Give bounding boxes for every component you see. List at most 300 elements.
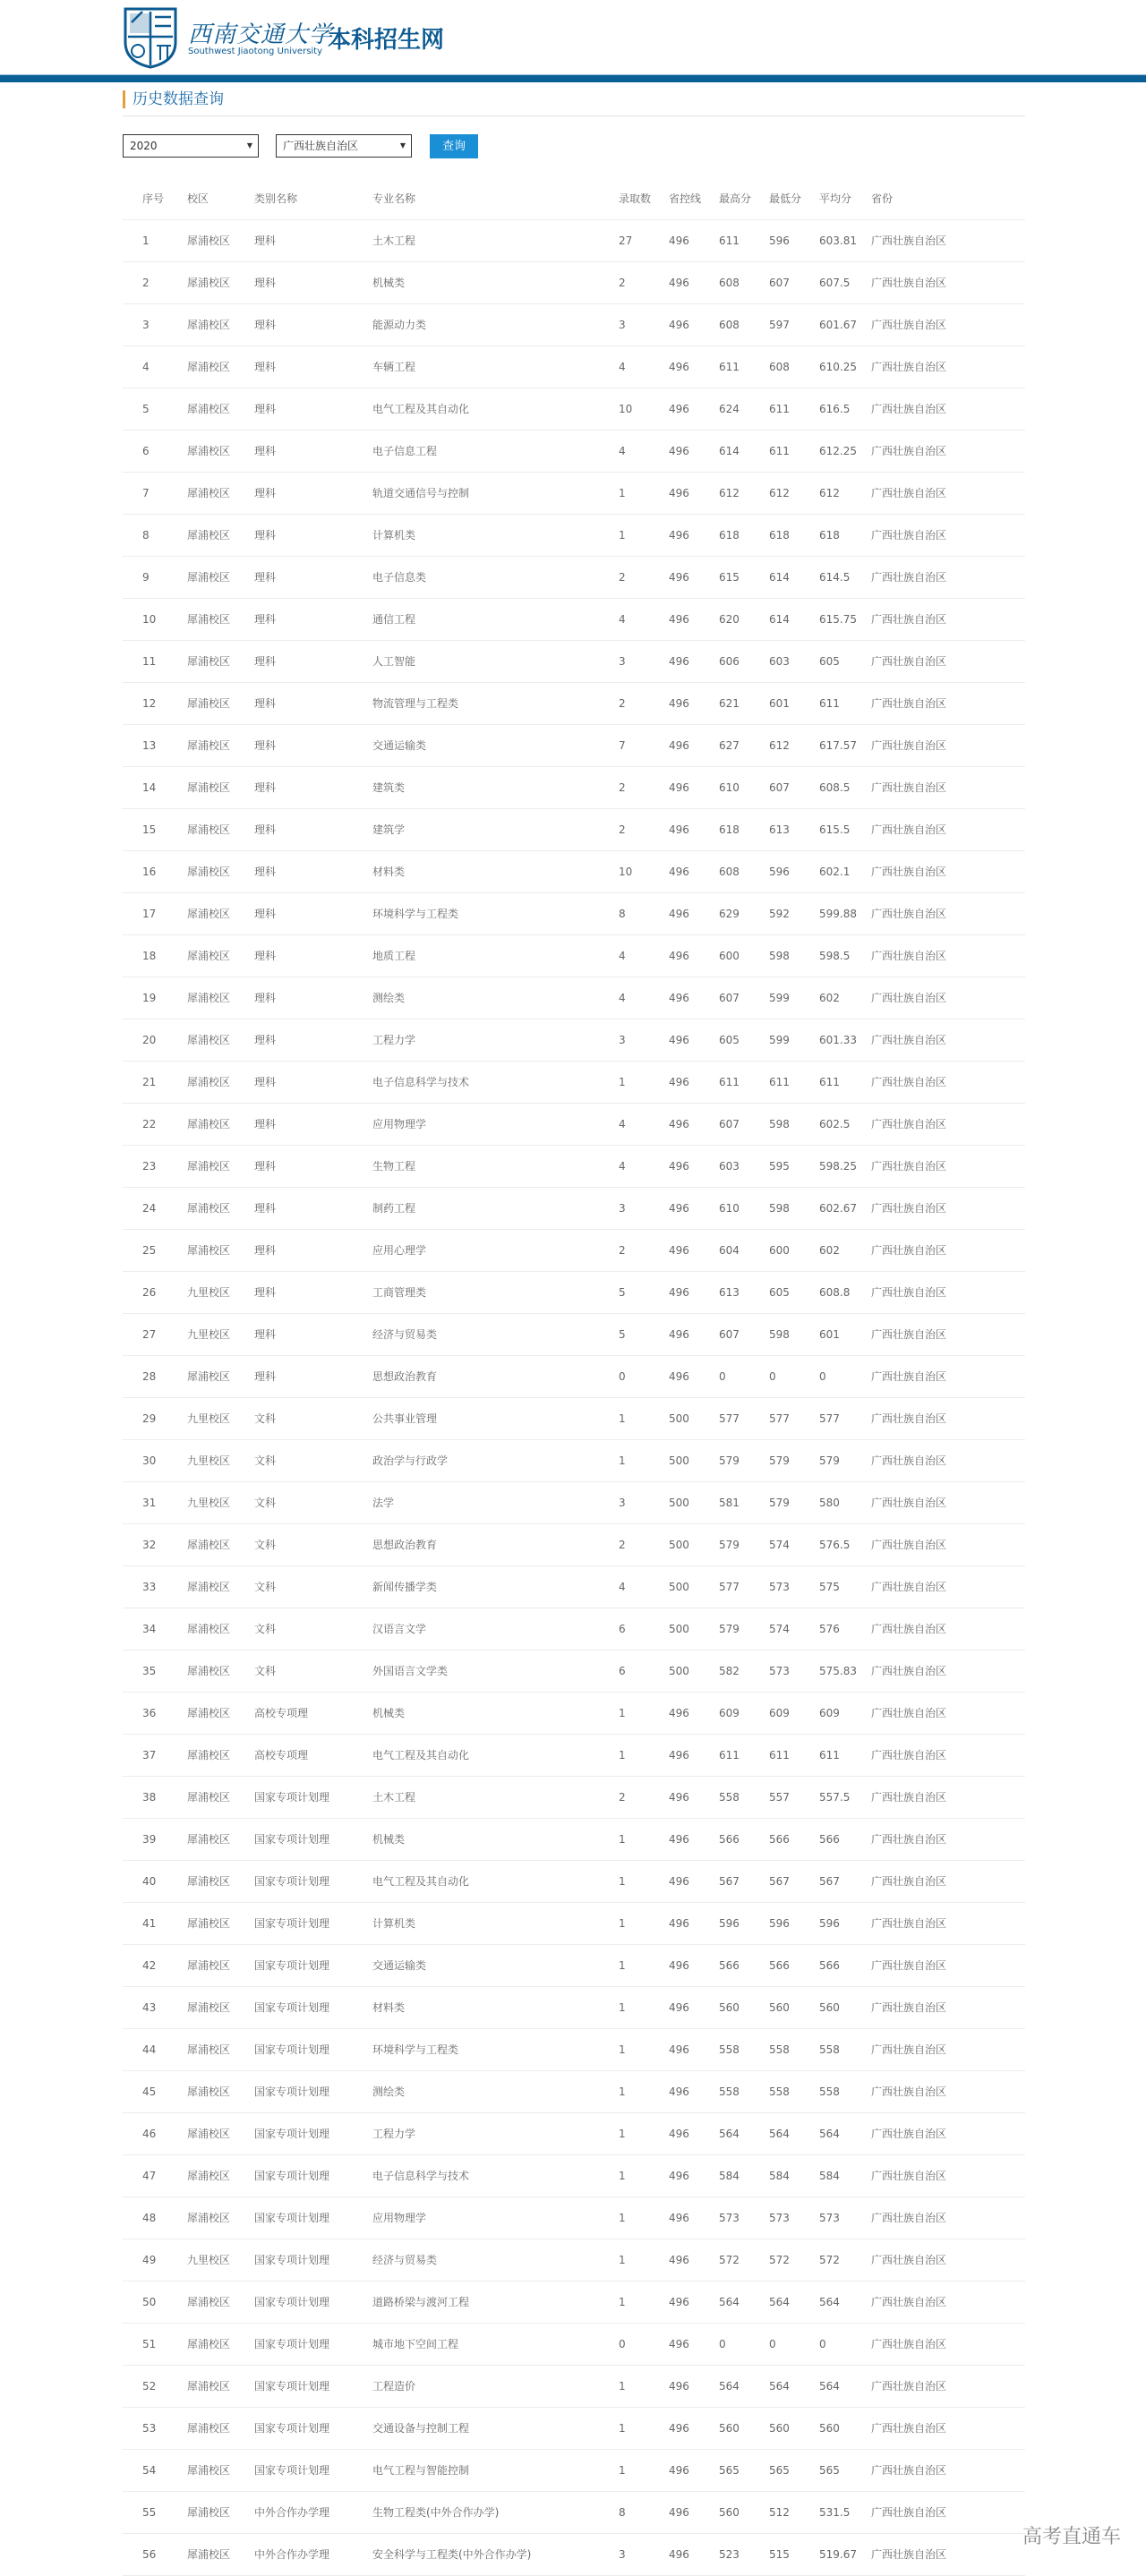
cell-campus: 九里校区 [187, 1412, 231, 1425]
cell-min-score: 564 [769, 2380, 790, 2393]
cell-major: 交通设备与控制工程 [372, 2422, 470, 2435]
cell-admitted: 1 [619, 2296, 626, 2308]
cell-index: 47 [142, 2170, 157, 2182]
cell-category: 理科 [254, 1286, 277, 1299]
cell-major: 公共事业管理 [372, 1412, 438, 1425]
cell-major: 机械类 [372, 1707, 406, 1719]
cell-campus: 九里校区 [187, 1328, 231, 1341]
cell-max-score: 567 [719, 1875, 740, 1888]
cell-control-line: 496 [669, 1833, 689, 1846]
cell-category: 理科 [254, 487, 277, 499]
cell-category: 理科 [254, 908, 277, 920]
cell-campus: 犀浦校区 [187, 1076, 231, 1088]
cell-category: 国家专项计划理 [254, 2464, 330, 2477]
cell-max-score: 611 [719, 1076, 740, 1088]
cell-min-score: 603 [769, 655, 790, 668]
cell-control-line: 496 [669, 319, 689, 331]
table-row [123, 1524, 1025, 1566]
column-header-index: 序号 [142, 192, 165, 205]
cell-max-score: 607 [719, 1328, 740, 1341]
cell-index: 18 [142, 950, 157, 962]
cell-major: 地质工程 [372, 950, 416, 962]
cell-max-score: 614 [719, 445, 740, 457]
cell-max-score: 582 [719, 1665, 740, 1677]
cell-campus: 犀浦校区 [187, 781, 231, 794]
university-logo-icon[interactable] [123, 6, 178, 69]
cell-campus: 犀浦校区 [187, 1665, 231, 1677]
table-row [123, 1146, 1025, 1188]
cell-max-score: 558 [719, 2043, 740, 2056]
cell-avg-score: 575 [819, 1581, 840, 1593]
cell-admitted: 2 [619, 277, 626, 289]
cell-category: 国家专项计划理 [254, 2212, 330, 2224]
cell-category: 理科 [254, 950, 277, 962]
cell-campus: 犀浦校区 [187, 2506, 231, 2519]
table-row [123, 220, 1025, 262]
cell-province: 广西壮族自治区 [871, 2212, 947, 2224]
cell-avg-score: 557.5 [819, 1791, 851, 1804]
cell-min-score: 0 [769, 2338, 776, 2350]
cell-index: 45 [142, 2086, 157, 2098]
table-row [123, 893, 1025, 935]
cell-max-score: 577 [719, 1412, 740, 1425]
cell-province: 广西壮族自治区 [871, 1749, 947, 1761]
cell-control-line: 496 [669, 781, 689, 794]
cell-max-score: 610 [719, 1202, 740, 1215]
cell-avg-score: 566 [819, 1833, 840, 1846]
cell-min-score: 579 [769, 1454, 790, 1467]
cell-major: 人工智能 [372, 655, 416, 668]
cell-max-score: 0 [719, 2338, 726, 2350]
cell-admitted: 3 [619, 2548, 626, 2561]
cell-campus: 犀浦校区 [187, 2170, 231, 2182]
cell-avg-score: 616.5 [819, 403, 851, 415]
cell-category: 国家专项计划理 [254, 2128, 330, 2140]
cell-admitted: 1 [619, 2170, 626, 2182]
cell-avg-score: 564 [819, 2296, 840, 2308]
cell-major: 工商管理类 [372, 1286, 427, 1299]
cell-major: 计算机类 [372, 1917, 416, 1930]
cell-avg-score: 576 [819, 1623, 840, 1635]
cell-min-score: 595 [769, 1160, 790, 1173]
cell-campus: 犀浦校区 [187, 1959, 231, 1972]
table-row [123, 1987, 1025, 2029]
cell-province: 广西壮族自治区 [871, 1286, 947, 1299]
cell-index: 24 [142, 1202, 157, 1215]
cell-avg-score: 575.83 [819, 1665, 857, 1677]
cell-control-line: 500 [669, 1497, 689, 1509]
cell-max-score: 558 [719, 1791, 740, 1804]
cell-province: 广西壮族自治区 [871, 2296, 947, 2308]
cell-province: 广西壮族自治区 [871, 1497, 947, 1509]
cell-avg-score: 577 [819, 1412, 840, 1425]
table-row [123, 1062, 1025, 1104]
cell-campus: 犀浦校区 [187, 908, 231, 920]
cell-avg-score: 602.5 [819, 1118, 851, 1130]
cell-min-score: 574 [769, 1539, 790, 1551]
cell-major: 车辆工程 [372, 361, 416, 373]
table-row [123, 2282, 1025, 2324]
cell-province: 广西壮族自治区 [871, 445, 947, 457]
cell-control-line: 496 [669, 2422, 689, 2435]
cell-max-score: 618 [719, 529, 740, 542]
cell-category: 中外合作办学理 [254, 2506, 330, 2519]
table-row [123, 1903, 1025, 1945]
cell-province: 广西壮族自治区 [871, 1875, 947, 1888]
cell-avg-score: 572 [819, 2254, 840, 2266]
cell-campus: 犀浦校区 [187, 866, 231, 878]
table-row [123, 1861, 1025, 1903]
table-row [123, 2534, 1025, 2576]
cell-control-line: 496 [669, 908, 689, 920]
cell-campus: 犀浦校区 [187, 361, 231, 373]
cell-province: 广西壮族自治区 [871, 1202, 947, 1215]
cell-index: 53 [142, 2422, 157, 2435]
query-button[interactable]: 查询 [430, 134, 478, 158]
cell-campus: 犀浦校区 [187, 739, 231, 752]
cell-index: 21 [142, 1076, 157, 1088]
cell-major: 能源动力类 [372, 319, 427, 331]
cell-index: 56 [142, 2548, 157, 2561]
cell-max-score: 564 [719, 2296, 740, 2308]
column-header-province: 省份 [871, 192, 894, 205]
university-name-cn: 西南交通大学 [188, 21, 334, 48]
cell-min-score: 573 [769, 1665, 790, 1677]
cell-category: 国家专项计划理 [254, 2254, 330, 2266]
cell-max-score: 613 [719, 1286, 740, 1299]
cell-province: 广西壮族自治区 [871, 1244, 947, 1257]
cell-max-score: 560 [719, 2001, 740, 2014]
cell-major: 经济与贸易类 [372, 1328, 438, 1341]
table-row [123, 346, 1025, 388]
cell-index: 12 [142, 697, 157, 710]
cell-campus: 九里校区 [187, 1497, 231, 1509]
table-row [123, 1735, 1025, 1777]
table-row [123, 767, 1025, 809]
cell-max-score: 627 [719, 739, 740, 752]
cell-min-score: 557 [769, 1791, 790, 1804]
cell-category: 理科 [254, 781, 277, 794]
cell-control-line: 496 [669, 1791, 689, 1804]
table-row [123, 1272, 1025, 1314]
cell-index: 38 [142, 1791, 157, 1804]
cell-campus: 犀浦校区 [187, 2212, 231, 2224]
cell-province: 广西壮族自治区 [871, 235, 947, 247]
cell-control-line: 496 [669, 823, 689, 836]
cell-max-score: 615 [719, 571, 740, 584]
cell-min-score: 608 [769, 361, 790, 373]
cell-control-line: 496 [669, 2043, 689, 2056]
cell-index: 40 [142, 1875, 157, 1888]
cell-min-score: 598 [769, 950, 790, 962]
cell-avg-score: 584 [819, 2170, 840, 2182]
cell-category: 理科 [254, 1370, 277, 1383]
cell-avg-score: 579 [819, 1454, 840, 1467]
cell-min-score: 598 [769, 1328, 790, 1341]
cell-major: 计算机类 [372, 529, 416, 542]
cell-control-line: 496 [669, 2338, 689, 2350]
cell-major: 道路桥梁与渡河工程 [372, 2296, 470, 2308]
cell-admitted: 1 [619, 1707, 626, 1719]
cell-major: 生物工程 [372, 1160, 416, 1173]
cell-control-line: 496 [669, 277, 689, 289]
table-row [123, 1777, 1025, 1819]
cell-major: 土木工程 [372, 235, 416, 247]
cell-control-line: 496 [669, 487, 689, 499]
cell-category: 理科 [254, 739, 277, 752]
cell-major: 交通运输类 [372, 739, 427, 752]
cell-category: 国家专项计划理 [254, 2338, 330, 2350]
cell-min-score: 0 [769, 1370, 776, 1383]
cell-category: 理科 [254, 697, 277, 710]
cell-index: 20 [142, 1034, 157, 1046]
cell-admitted: 0 [619, 1370, 626, 1383]
column-header-max-score: 最高分 [719, 192, 752, 205]
cell-min-score: 567 [769, 1875, 790, 1888]
cell-major: 城市地下空间工程 [372, 2338, 459, 2350]
cell-province: 广西壮族自治区 [871, 2338, 947, 2350]
cell-province: 广西壮族自治区 [871, 2548, 947, 2561]
cell-admitted: 4 [619, 950, 626, 962]
cell-province: 广西壮族自治区 [871, 1791, 947, 1804]
cell-category: 理科 [254, 655, 277, 668]
cell-control-line: 496 [669, 2212, 689, 2224]
table-row [123, 2113, 1025, 2155]
table-row [123, 641, 1025, 683]
cell-province: 广西壮族自治区 [871, 1917, 947, 1930]
cell-campus: 犀浦校区 [187, 1581, 231, 1593]
cell-province: 广西壮族自治区 [871, 2422, 947, 2435]
cell-index: 4 [142, 361, 150, 373]
cell-avg-score: 617.57 [819, 739, 857, 752]
cell-category: 理科 [254, 1076, 277, 1088]
cell-avg-score: 566 [819, 1959, 840, 1972]
cell-province: 广西壮族自治区 [871, 1076, 947, 1088]
cell-avg-score: 611 [819, 1076, 840, 1088]
chevron-down-icon: ▼ [399, 141, 406, 149]
cell-min-score: 600 [769, 1244, 790, 1257]
cell-province: 广西壮族自治区 [871, 529, 947, 542]
cell-major: 机械类 [372, 1833, 406, 1846]
cell-avg-score: 564 [819, 2380, 840, 2393]
history-data-table [123, 178, 1025, 2576]
cell-min-score: 611 [769, 445, 790, 457]
cell-avg-score: 560 [819, 2422, 840, 2435]
cell-min-score: 597 [769, 319, 790, 331]
cell-min-score: 611 [769, 1076, 790, 1088]
cell-min-score: 584 [769, 2170, 790, 2182]
cell-max-score: 560 [719, 2506, 740, 2519]
cell-major: 政治学与行政学 [372, 1454, 449, 1467]
table-row [123, 683, 1025, 725]
cell-major: 电子信息类 [372, 571, 427, 584]
cell-min-score: 558 [769, 2086, 790, 2098]
province-select[interactable] [276, 134, 412, 158]
page-title: 历史数据查询 [123, 90, 224, 108]
cell-category: 理科 [254, 1328, 277, 1341]
cell-min-score: 573 [769, 2212, 790, 2224]
cell-admitted: 1 [619, 2464, 626, 2477]
cell-admitted: 1 [619, 1917, 626, 1930]
cell-major: 环境科学与工程类 [372, 908, 459, 920]
cell-index: 34 [142, 1623, 157, 1635]
cell-max-score: 608 [719, 319, 740, 331]
table-row [123, 388, 1025, 431]
cell-admitted: 1 [619, 2086, 626, 2098]
cell-max-score: 0 [719, 1370, 726, 1383]
cell-min-score: 560 [769, 2001, 790, 2014]
cell-min-score: 560 [769, 2422, 790, 2435]
cell-index: 50 [142, 2296, 157, 2308]
cell-campus: 犀浦校区 [187, 655, 231, 668]
cell-admitted: 1 [619, 1454, 626, 1467]
cell-control-line: 496 [669, 2464, 689, 2477]
cell-min-score: 596 [769, 235, 790, 247]
cell-index: 35 [142, 1665, 157, 1677]
cell-max-score: 607 [719, 1118, 740, 1130]
cell-major: 电子信息科学与技术 [372, 1076, 470, 1088]
table-row [123, 935, 1025, 977]
cell-major: 法学 [372, 1497, 395, 1509]
cell-admitted: 1 [619, 2043, 626, 2056]
cell-avg-score: 560 [819, 2001, 840, 2014]
table-row [123, 1019, 1025, 1062]
table-row [123, 2492, 1025, 2534]
cell-category: 理科 [254, 403, 277, 415]
table-row [123, 1104, 1025, 1146]
cell-campus: 犀浦校区 [187, 1749, 231, 1761]
cell-category: 国家专项计划理 [254, 2296, 330, 2308]
cell-control-line: 496 [669, 655, 689, 668]
cell-avg-score: 558 [819, 2043, 840, 2056]
cell-admitted: 2 [619, 823, 626, 836]
cell-admitted: 1 [619, 1412, 626, 1425]
cell-campus: 犀浦校区 [187, 2422, 231, 2435]
cell-category: 国家专项计划理 [254, 1875, 330, 1888]
cell-major: 电子信息科学与技术 [372, 2170, 470, 2182]
cell-province: 广西壮族自治区 [871, 950, 947, 962]
cell-category: 国家专项计划理 [254, 2170, 330, 2182]
cell-admitted: 3 [619, 319, 626, 331]
cell-index: 10 [142, 613, 157, 626]
cell-control-line: 496 [669, 2506, 689, 2519]
cell-avg-score: 567 [819, 1875, 840, 1888]
table-row [123, 977, 1025, 1019]
cell-campus: 犀浦校区 [187, 277, 231, 289]
column-header-admitted: 录取数 [619, 192, 652, 205]
cell-major: 思想政治教育 [372, 1370, 438, 1383]
cell-admitted: 3 [619, 1497, 626, 1509]
cell-max-score: 579 [719, 1454, 740, 1467]
cell-min-score: 512 [769, 2506, 790, 2519]
cell-province: 广西壮族自治区 [871, 1707, 947, 1719]
cell-campus: 犀浦校区 [187, 1244, 231, 1257]
cell-category: 文科 [254, 1497, 277, 1509]
year-select[interactable] [123, 134, 259, 158]
cell-category: 理科 [254, 1160, 277, 1173]
table-row [123, 262, 1025, 304]
cell-major: 汉语言文学 [372, 1623, 427, 1635]
cell-campus: 犀浦校区 [187, 1791, 231, 1804]
cell-avg-score: 599.88 [819, 908, 857, 920]
cell-admitted: 4 [619, 613, 626, 626]
cell-avg-score: 565 [819, 2464, 840, 2477]
cell-major: 测绘类 [372, 992, 406, 1004]
cell-control-line: 496 [669, 866, 689, 878]
cell-control-line: 496 [669, 361, 689, 373]
cell-control-line: 496 [669, 1286, 689, 1299]
cell-major: 工程造价 [372, 2380, 416, 2393]
cell-control-line: 496 [669, 1244, 689, 1257]
table-row [123, 557, 1025, 599]
cell-admitted: 4 [619, 361, 626, 373]
cell-province: 广西壮族自治区 [871, 2043, 947, 2056]
cell-index: 13 [142, 739, 157, 752]
cell-control-line: 500 [669, 1412, 689, 1425]
cell-avg-score: 601 [819, 1328, 840, 1341]
cell-min-score: 598 [769, 1202, 790, 1215]
cell-major: 制药工程 [372, 1202, 416, 1215]
cell-min-score: 607 [769, 781, 790, 794]
cell-min-score: 611 [769, 1749, 790, 1761]
table-row [123, 1440, 1025, 1482]
cell-campus: 犀浦校区 [187, 2464, 231, 2477]
cell-max-score: 584 [719, 2170, 740, 2182]
cell-avg-score: 611 [819, 1749, 840, 1761]
cell-campus: 犀浦校区 [187, 1034, 231, 1046]
cell-control-line: 496 [669, 235, 689, 247]
cell-index: 5 [142, 403, 150, 415]
cell-min-score: 618 [769, 529, 790, 542]
cell-major: 电子信息工程 [372, 445, 438, 457]
cell-campus: 犀浦校区 [187, 2001, 231, 2014]
cell-campus: 犀浦校区 [187, 445, 231, 457]
cell-category: 高校专项理 [254, 1707, 309, 1719]
cell-category: 国家专项计划理 [254, 1791, 330, 1804]
table-row [123, 2366, 1025, 2408]
cell-major: 建筑类 [372, 781, 406, 794]
cell-campus: 犀浦校区 [187, 992, 231, 1004]
cell-major: 安全科学与工程类(中外合作办学) [372, 2548, 532, 2561]
cell-min-score: 612 [769, 739, 790, 752]
cell-min-score: 596 [769, 1917, 790, 1930]
cell-max-score: 608 [719, 866, 740, 878]
cell-index: 19 [142, 992, 157, 1004]
table-header-row [123, 178, 1025, 220]
cell-category: 理科 [254, 1034, 277, 1046]
cell-category: 中外合作办学理 [254, 2548, 330, 2561]
cell-admitted: 4 [619, 445, 626, 457]
cell-avg-score: 564 [819, 2128, 840, 2140]
cell-province: 广西壮族自治区 [871, 487, 947, 499]
cell-avg-score: 607.5 [819, 277, 851, 289]
table-row [123, 1566, 1025, 1608]
cell-province: 广西壮族自治区 [871, 571, 947, 584]
cell-major: 建筑学 [372, 823, 406, 836]
cell-province: 广西壮族自治区 [871, 613, 947, 626]
cell-province: 广西壮族自治区 [871, 1623, 947, 1635]
cell-index: 43 [142, 2001, 157, 2014]
cell-campus: 犀浦校区 [187, 1160, 231, 1173]
site-name[interactable]: 本科招生网 [328, 27, 445, 54]
cell-province: 广西壮族自治区 [871, 319, 947, 331]
cell-campus: 犀浦校区 [187, 319, 231, 331]
cell-province: 广西壮族自治区 [871, 2170, 947, 2182]
cell-campus: 犀浦校区 [187, 823, 231, 836]
cell-index: 29 [142, 1412, 157, 1425]
cell-control-line: 496 [669, 1959, 689, 1972]
cell-index: 44 [142, 2043, 157, 2056]
